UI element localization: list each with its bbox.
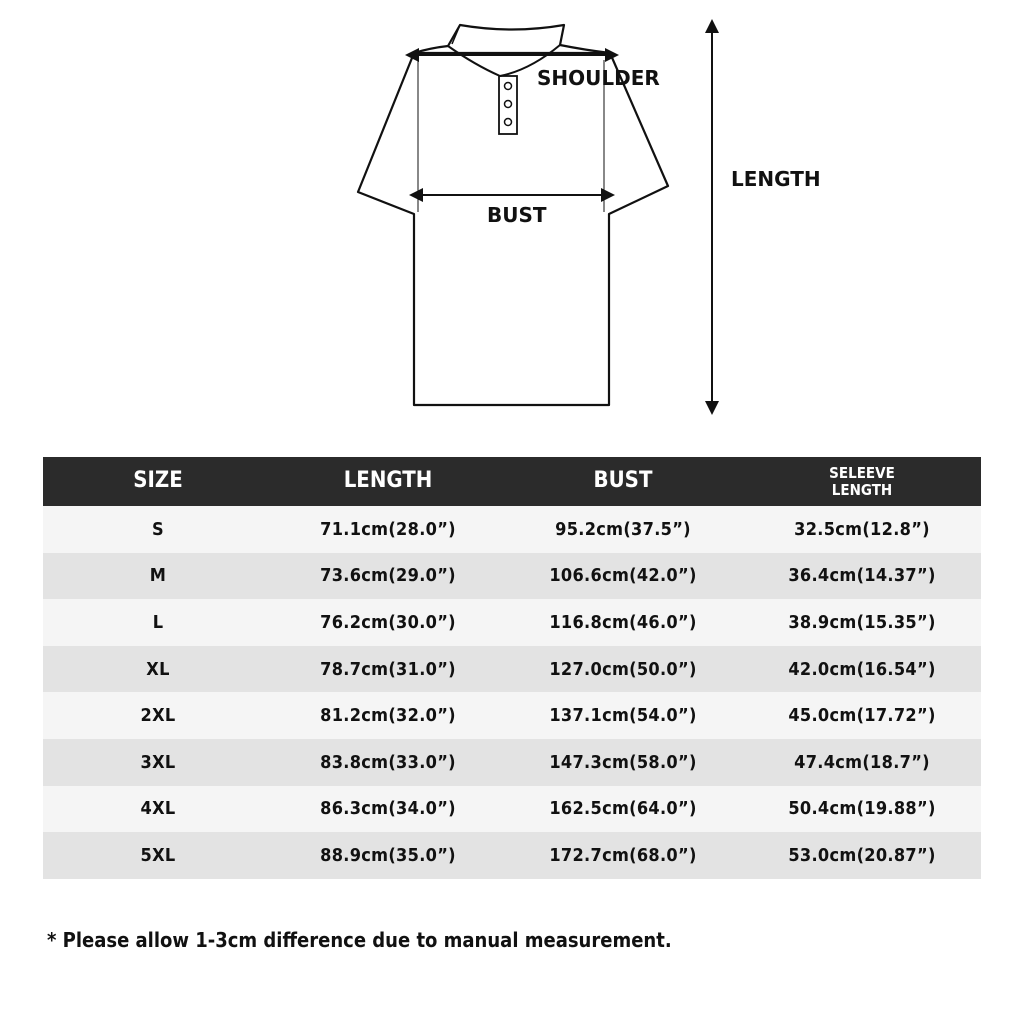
shirt-outline — [358, 53, 668, 405]
length-label: LENGTH — [731, 167, 821, 191]
button-3 — [505, 119, 512, 126]
bust-label: BUST — [487, 203, 547, 227]
cell-length: 71.1cm(28.0”) — [273, 506, 503, 553]
cell-bust: 137.1cm(54.0”) — [503, 692, 743, 739]
cell-length: 86.3cm(34.0”) — [273, 786, 503, 833]
cell-length: 76.2cm(30.0”) — [273, 599, 503, 646]
cell-length: 83.8cm(33.0”) — [273, 739, 503, 786]
header-length: LENGTH — [273, 457, 503, 506]
table-row — [43, 646, 981, 693]
button-2 — [505, 101, 512, 108]
cell-size: 4XL — [43, 786, 273, 833]
table-row — [43, 739, 981, 786]
cell-length: 73.6cm(29.0”) — [273, 553, 503, 600]
cell-bust: 116.8cm(46.0”) — [503, 599, 743, 646]
size-chart-table — [43, 457, 981, 879]
cell-bust: 106.6cm(42.0”) — [503, 553, 743, 600]
header-bust: BUST — [503, 457, 743, 506]
header-sleeve-line1: SELEEVE — [829, 464, 895, 482]
header-size: SIZE — [43, 457, 273, 506]
button-1 — [505, 83, 512, 90]
cell-length: 88.9cm(35.0”) — [273, 832, 503, 879]
shoulder-label: SHOULDER — [537, 66, 660, 90]
cell-sleeve: 50.4cm(19.88”) — [743, 786, 981, 833]
cell-size: M — [43, 553, 273, 600]
table-header-row — [43, 457, 981, 506]
cell-bust: 95.2cm(37.5”) — [503, 506, 743, 553]
table-row — [43, 599, 981, 646]
table-row — [43, 692, 981, 739]
cell-sleeve: 47.4cm(18.7”) — [743, 739, 981, 786]
cell-size: 3XL — [43, 739, 273, 786]
cell-size: 5XL — [43, 832, 273, 879]
cell-sleeve: 45.0cm(17.72”) — [743, 692, 981, 739]
table-row — [43, 786, 981, 833]
cell-sleeve: 38.9cm(15.35”) — [743, 599, 981, 646]
cell-sleeve: 32.5cm(12.8”) — [743, 506, 981, 553]
header-sleeve-line2: LENGTH — [831, 480, 893, 499]
cell-size: S — [43, 506, 273, 553]
cell-sleeve: 53.0cm(20.87”) — [743, 832, 981, 879]
table-row — [43, 506, 981, 553]
cell-size: L — [43, 599, 273, 646]
cell-bust: 162.5cm(64.0”) — [503, 786, 743, 833]
header-sleeve-length — [743, 457, 981, 506]
cell-sleeve: 36.4cm(14.37”) — [743, 553, 981, 600]
garment-diagram — [0, 0, 1024, 440]
cell-sleeve: 42.0cm(16.54”) — [743, 646, 981, 693]
measurement-footnote: * Please allow 1-3cm difference due to manual measurement. — [47, 928, 672, 952]
cell-length: 81.2cm(32.0”) — [273, 692, 503, 739]
cell-size: XL — [43, 646, 273, 693]
cell-size: 2XL — [43, 692, 273, 739]
cell-bust: 147.3cm(58.0”) — [503, 739, 743, 786]
cell-bust: 127.0cm(50.0”) — [503, 646, 743, 693]
table-row — [43, 553, 981, 600]
table-row — [43, 832, 981, 879]
hood — [414, 25, 610, 53]
collar-lapel-left — [452, 25, 460, 44]
cell-length: 78.7cm(31.0”) — [273, 646, 503, 693]
cell-bust: 172.7cm(68.0”) — [503, 832, 743, 879]
